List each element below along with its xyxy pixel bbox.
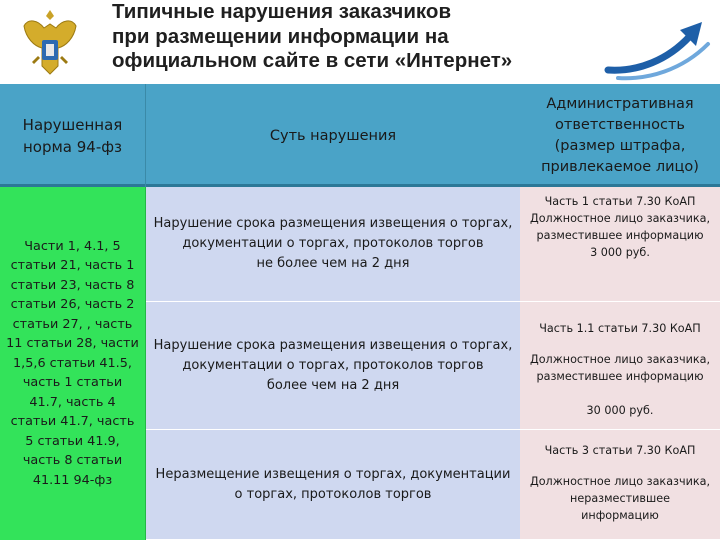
page-title: Типичные нарушения заказчиков при размещении информации на официальном сайте в сети «Интернет» [112, 0, 513, 72]
penalty-1: Должностное лицо заказчика, разместившее информацию 3 000 руб. [529, 212, 711, 259]
article-2: Часть 1.1 статьи 7.30 КоАП [539, 322, 701, 335]
liability-row-3 [520, 430, 720, 540]
penalty-3: Должностное лицо заказчика, неразместившее информацию [529, 475, 711, 522]
essence-text-3: Неразмещение извещения о торгах, документации о торгах, протоколов торгов [155, 466, 511, 502]
norm-cell-text: Части 1, 4.1, 5 статьи 21, часть 1 статьи 23, часть 8 статьи 26, часть 2 статьи 27, , часть 11 статьи 28, части 1,5,6 статьи 41.5, часть 1 статьи 41.7, часть 4 статьи 41.7, часть 5 статьи 41.9, часть 8 статьи 41.11 94-фз [6, 238, 139, 488]
header-norm [0, 84, 146, 187]
header-essence-label: Суть нарушения [269, 127, 397, 144]
liability-row-2 [520, 302, 720, 430]
liability-row-1 [520, 187, 720, 302]
article-3: Часть 3 статьи 7.30 КоАП [544, 444, 696, 457]
essence-row-3 [146, 430, 520, 540]
header-liability [520, 84, 720, 187]
blue-arrow-logo-icon [598, 0, 720, 82]
essence-text-2: Нарушение срока размещения извещения о торгах, документации о торгах, протоколов торгов более чем на 2 дня [153, 337, 513, 393]
essence-text-1: Нарушение срока размещения извещения о торгах, документации о торгах, протоколов торгов не более чем на 2 дня [153, 216, 513, 271]
essence-row-1 [146, 187, 520, 302]
slide-header [0, 0, 720, 82]
penalty-2: Должностное лицо заказчика, разместившее информацию 30 000 руб. [529, 353, 711, 417]
header-liability-label: Административная ответственность (размер штрафа, привлекаемое лицо) [541, 95, 699, 175]
violations-table [0, 84, 720, 540]
essence-row-2 [146, 302, 520, 430]
norm-cell [0, 187, 146, 540]
double-headed-eagle-emblem-icon [18, 4, 82, 80]
header-norm-label: Нарушенная норма 94-фз [22, 115, 123, 156]
article-1: Часть 1 статьи 7.30 КоАП [544, 195, 696, 208]
header-essence [146, 84, 520, 187]
